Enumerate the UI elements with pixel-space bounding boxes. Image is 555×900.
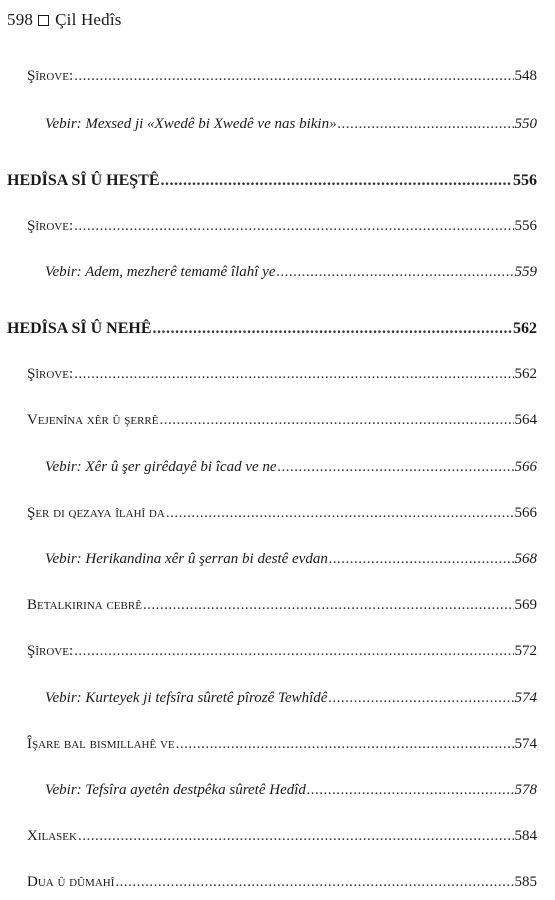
toc-entry-title: Dua û dûmahî	[27, 874, 115, 890]
dot-leader	[338, 116, 514, 133]
toc-chapter-page: 562	[513, 320, 537, 337]
toc-entry	[45, 690, 537, 707]
dot-leader	[307, 782, 514, 799]
toc-entry-page: 562	[514, 366, 537, 382]
toc-entry-page: 566	[514, 505, 537, 521]
toc-entry	[27, 412, 537, 429]
toc-entry	[27, 366, 537, 383]
toc-entry-title: Vebir: Tefsîra ayetên destpêka sûretê Hedîd	[45, 782, 306, 798]
toc-entry	[27, 218, 537, 235]
toc-entry	[27, 505, 537, 522]
dot-leader	[161, 172, 512, 190]
toc-entry-page: 550	[514, 116, 537, 132]
dot-leader	[328, 690, 513, 707]
dot-leader	[278, 459, 514, 476]
toc-entry	[27, 874, 537, 891]
toc-entry	[27, 597, 537, 614]
dot-leader	[74, 366, 513, 383]
dot-leader	[159, 412, 513, 429]
toc-entry	[27, 828, 537, 845]
toc-entry-page: 574	[514, 690, 537, 706]
toc-entry-page: 548	[514, 68, 537, 84]
toc-entry-title: Şîrove:	[27, 643, 74, 659]
toc-entry-title: Vebir: Mexsed ji «Xwedê bi Xwedê ve nas bikin»	[45, 116, 337, 132]
toc-chapter-title: HEDÎSA SÎ Û NEHÊ	[7, 320, 152, 337]
toc-entry-title: Şîrove:	[27, 218, 74, 234]
toc-entry-title: Vebir: Adem, mezherê temamê îlahî ye	[45, 264, 276, 280]
toc-entry	[27, 736, 537, 753]
toc-entry-title: Vebir: Xêr û şer girêdayê bi îcad ve ne	[45, 459, 277, 475]
dot-leader	[166, 505, 514, 522]
dot-leader	[74, 68, 513, 85]
toc-chapter	[7, 320, 537, 338]
header-page-number: 598	[7, 10, 34, 29]
toc-entry-page: 578	[514, 782, 537, 798]
dot-leader	[74, 218, 513, 235]
toc-entry-page: 574	[514, 736, 537, 752]
toc-entry-title: Şîrove:	[27, 366, 74, 382]
toc-entry	[27, 643, 537, 660]
toc-entry	[27, 68, 537, 85]
toc-entry	[45, 551, 537, 568]
dot-leader	[74, 643, 513, 660]
toc-entry	[45, 782, 537, 799]
toc-entry-page: 568	[514, 551, 537, 567]
toc-entry-title: Xilasek	[27, 828, 77, 844]
toc-entry-page: 566	[514, 459, 537, 475]
toc-entry-title: Vebir: Kurteyek ji tefsîra sûretê pîrozê Tewhîdê	[45, 690, 328, 706]
toc-chapter	[7, 172, 537, 190]
toc-entry-page: 559	[514, 264, 537, 280]
dot-leader	[115, 874, 513, 891]
toc-entry-page: 564	[514, 412, 537, 428]
toc-entry-title: Şîrove:	[27, 68, 74, 84]
dot-leader	[329, 551, 514, 568]
dot-leader	[277, 264, 514, 281]
toc-entry-title: Îşare bal bismillahê ve	[27, 736, 175, 752]
toc-entry	[45, 264, 537, 281]
toc-entry	[45, 116, 537, 133]
toc-chapter-title: HEDÎSA SÎ Û HEŞTÊ	[7, 172, 160, 189]
toc-entry	[45, 459, 537, 476]
toc-entry-page: 585	[514, 874, 537, 890]
header-title: Çil Hedîs	[55, 10, 122, 29]
toc-entry-title: Vebir: Herikandina xêr û şerran bi destê evdan	[45, 551, 328, 567]
toc-entry-page: 569	[514, 597, 537, 613]
toc-chapter-page: 556	[513, 172, 537, 189]
dot-leader	[78, 828, 514, 845]
dot-leader	[153, 320, 513, 338]
toc-entry-page: 584	[514, 828, 537, 844]
toc-entry-title: Vejenîna xêr û şerrê	[27, 412, 159, 428]
toc-entry-page: 556	[514, 218, 537, 234]
toc-entry-title: Şer di qezaya îlahî da	[27, 505, 165, 521]
dot-leader	[143, 597, 514, 614]
dot-leader	[176, 736, 514, 753]
toc-entry-title: Betalkirina cebrê	[27, 597, 142, 613]
toc-entry-page: 572	[514, 643, 537, 659]
